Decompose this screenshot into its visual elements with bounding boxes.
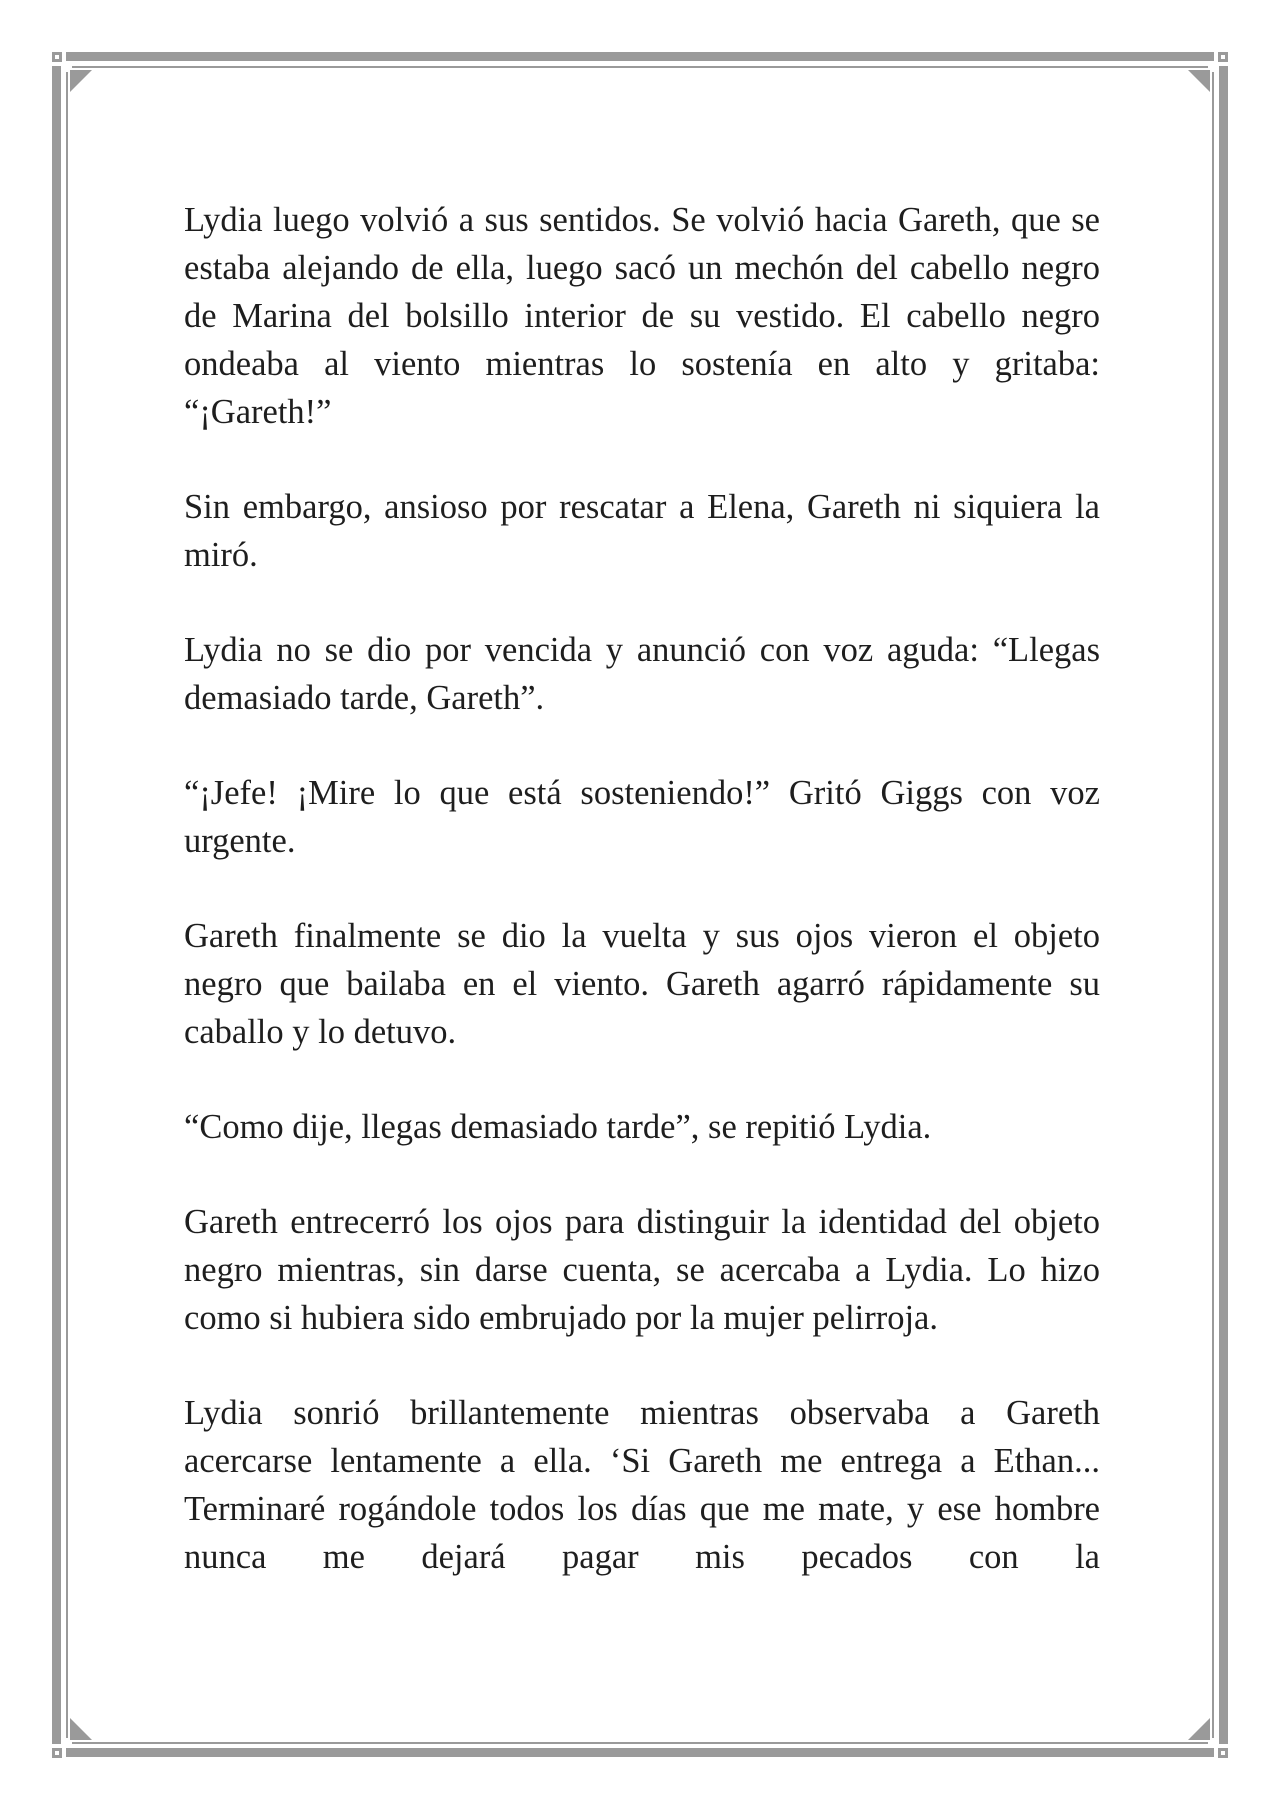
paragraph-1: Lydia luego volvió a sus sentidos. Se volvió hacia Gareth, que se estaba alejando de ella, luego sacó un mechón del cabello negro de Marina del bolsillo interior de su vestido. El cabello negro ondeaba al viento mientras lo sostenía en alto y gritaba: “¡Gareth!” bbox=[184, 201, 1100, 431]
paragraph-4: “¡Jefe! ¡Mire lo que está sosteniendo!” Gritó Giggs con voz urgente. bbox=[184, 774, 1100, 860]
paragraph-2: Sin embargo, ansioso por rescatar a Elena, Gareth ni siquiera la miró. bbox=[184, 488, 1100, 574]
paragraph-7: Gareth entrecerró los ojos para distinguir la identidad del objeto negro mientras, sin darse cuenta, se acercaba a Lydia. Lo hizo como si hubiera sido embrujado por la mujer pelirroja. bbox=[184, 1203, 1100, 1337]
paragraph-8: Lydia sonrió brillantemente mientras observaba a Gareth acercarse lentamente a ella. ‘Si Gareth me entrega a Ethan... Terminaré rogándole todos los días que me mate, y ese hombre nunca me dejará pagar mis pecados con la bbox=[184, 1394, 1100, 1576]
paragraph-5: Gareth finalmente se dio la vuelta y sus ojos vieron el objeto negro que bailaba en el viento. Gareth agarró rápidamente su caballo y lo detuvo. bbox=[184, 917, 1100, 1051]
page-body-text bbox=[184, 196, 1100, 1581]
paragraph-6: “Como dije, llegas demasiado tarde”, se repitió Lydia. bbox=[184, 1108, 932, 1146]
paragraph-3: Lydia no se dio por vencida y anunció con voz aguda: “Llegas demasiado tarde, Gareth”. bbox=[184, 631, 1100, 717]
